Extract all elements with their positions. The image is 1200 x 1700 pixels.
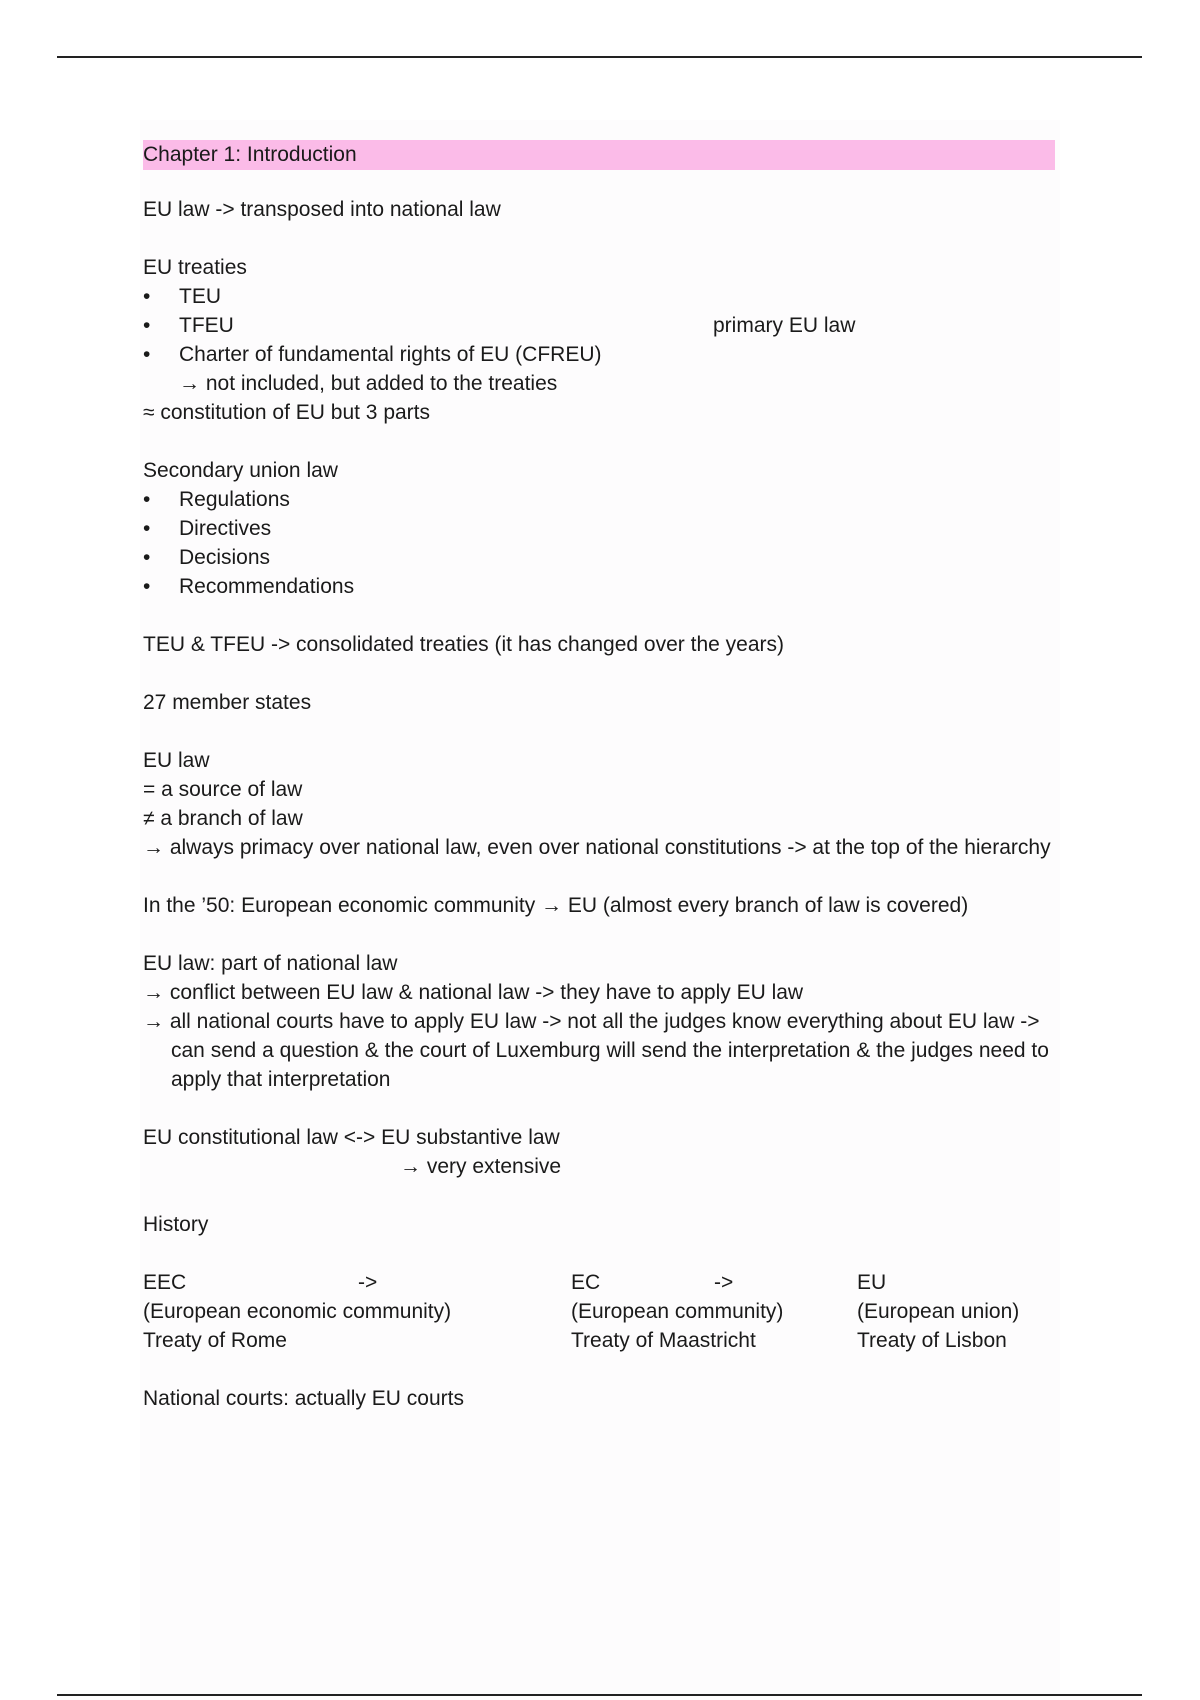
history-table bbox=[143, 1268, 1058, 1355]
history-arrow: -> bbox=[714, 1271, 734, 1294]
list-item: • TEU bbox=[143, 282, 1058, 311]
paragraph: ≈ constitution of EU but 3 parts bbox=[143, 401, 431, 424]
history-heading: History bbox=[143, 1213, 209, 1236]
history-cell: Treaty of Maastricht bbox=[571, 1329, 756, 1352]
paragraph: 27 member states bbox=[143, 691, 312, 714]
history-arrow: -> bbox=[358, 1271, 378, 1294]
list-item: • Recommendations bbox=[143, 572, 1058, 601]
paragraph: EU constitutional law <-> EU substantive law bbox=[143, 1126, 560, 1149]
treaties-heading: EU treaties bbox=[143, 256, 247, 279]
eu-law-heading: EU law bbox=[143, 749, 210, 772]
paragraph: → always primacy over national law, even over national constitutions -> at the top of the hierarchy bbox=[143, 836, 1051, 859]
chapter-title: Chapter 1: Introduction bbox=[143, 140, 1055, 170]
footer-rule bbox=[57, 1694, 1142, 1696]
secondary-heading: Secondary union law bbox=[143, 459, 338, 482]
history-cell: Treaty of Rome bbox=[143, 1329, 287, 1352]
history-cell: EU bbox=[857, 1271, 887, 1294]
history-cell: (European community) bbox=[571, 1300, 784, 1323]
paragraph: → conflict between EU law & national law -> they have to apply EU law bbox=[143, 981, 804, 1004]
charter-note: → not included, but added to the treaties bbox=[179, 372, 558, 395]
paragraph: In the ’50: European economic community → EU (almost every branch of law is covered) bbox=[143, 894, 969, 917]
paragraph: EU law -> transposed into national law bbox=[143, 198, 501, 221]
paragraph: EU law: part of national law bbox=[143, 952, 398, 975]
document-body bbox=[143, 140, 1058, 1413]
paragraph: → very extensive bbox=[400, 1155, 562, 1178]
history-cell: EC bbox=[571, 1271, 601, 1294]
list-item: • TFEU bbox=[143, 311, 1058, 340]
list-item: • Regulations bbox=[143, 485, 1058, 514]
history-cell: Treaty of Lisbon bbox=[857, 1329, 1007, 1352]
header-rule bbox=[57, 56, 1142, 58]
paragraph: = a source of law bbox=[143, 778, 303, 801]
list-item: • Decisions bbox=[143, 543, 1058, 572]
paragraph: National courts: actually EU courts bbox=[143, 1387, 464, 1410]
paragraph: TEU & TFEU -> consolidated treaties (it has changed over the years) bbox=[143, 633, 784, 656]
paragraph: ≠ a branch of law bbox=[143, 807, 303, 830]
list-item: • Directives bbox=[143, 514, 1058, 543]
history-cell: (European economic community) bbox=[143, 1300, 452, 1323]
history-cell: EEC bbox=[143, 1271, 187, 1294]
paragraph: → all national courts have to apply EU law -> not all the judges know everything about EU law -> can send a question & the court of Luxemburg will send the interpretation & the judges need to apply that interpretation bbox=[143, 1010, 1049, 1091]
history-cell: (European union) bbox=[857, 1300, 1020, 1323]
primary-law-label: primary EU law bbox=[713, 314, 856, 337]
list-item: • Charter of fundamental rights of EU (CFREU) bbox=[143, 340, 1058, 369]
